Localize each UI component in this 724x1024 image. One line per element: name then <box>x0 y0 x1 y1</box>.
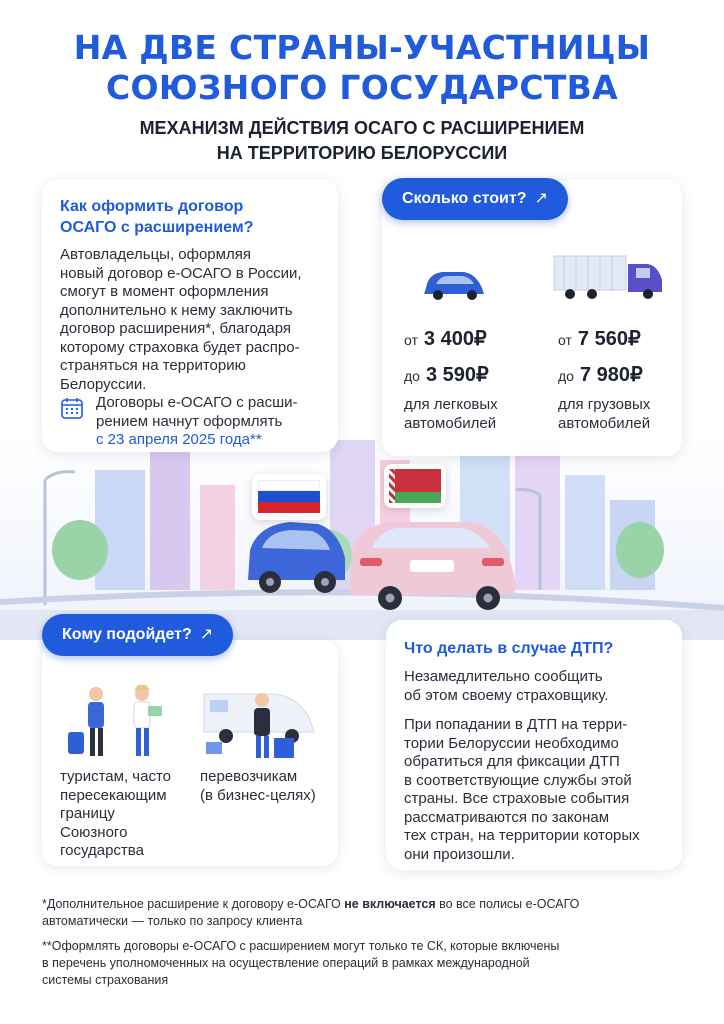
cars-from-value: 3 400₽ <box>423 328 487 350</box>
who-pill-button[interactable] <box>42 614 233 656</box>
trucks-from-label: от <box>558 332 572 348</box>
tourists-line: государства <box>60 842 144 859</box>
accident-paragraph-2 <box>404 716 640 864</box>
trucks-caption <box>558 396 650 433</box>
how-to-text <box>60 246 302 394</box>
tourists-illustration <box>60 682 170 762</box>
accident-line: При попадании в ДТП на терри- <box>404 716 628 733</box>
subtitle-line-2: НА ТЕРРИТОРИЮ БЕЛОРУССИИ <box>216 143 508 163</box>
accident-title: Что делать в случае ДТП? <box>404 640 614 657</box>
cars-caption-line-2: автомобилей <box>404 414 497 432</box>
tourists-line: границу <box>60 805 115 822</box>
how-to-line: новый договор е-ОСАГО в России, <box>60 264 302 282</box>
how-to-title-line-1: Как оформить договор <box>60 198 244 215</box>
how-to-line: договор расширения*, благодаря <box>60 320 292 337</box>
tourists-line: Союзного <box>60 823 128 841</box>
accident-line: в соответствующие службы этой <box>404 771 632 789</box>
note-line-1: Договоры е-ОСАГО с расши- <box>96 394 298 411</box>
belarus-flag <box>384 464 446 508</box>
page-subtitle <box>0 116 724 166</box>
accident-card <box>386 620 682 870</box>
cars-price-from <box>404 326 487 351</box>
how-to-title <box>60 196 253 238</box>
accident-line: тех стран, на территории которых <box>404 827 640 844</box>
accident-line: тории Белоруссии необходимо <box>404 734 619 752</box>
trucks-price-to <box>558 362 643 387</box>
carriers-line: (в бизнес-целях) <box>200 786 316 804</box>
cars-to-label: до <box>404 368 420 384</box>
calendar-icon <box>60 396 84 420</box>
car-icon <box>420 262 490 302</box>
how-to-line: дополнительно к нему заключить <box>60 301 293 319</box>
cost-pill-label: Сколько стоит? <box>402 190 527 207</box>
footnote-1 <box>42 896 682 930</box>
how-to-line: Автовладельцы, оформляя <box>60 246 251 263</box>
trucks-caption-line-2: автомобилей <box>558 414 651 432</box>
how-to-line: которому страховка будет распро- <box>60 338 300 356</box>
who-pill-label: Кому подойдет? <box>62 626 192 643</box>
page-title <box>0 28 724 108</box>
cost-pill-button[interactable] <box>382 178 568 220</box>
subtitle-line-1: МЕХАНИЗМ ДЕЙСТВИЯ ОСАГО С РАСШИРЕНИЕМ <box>139 118 585 138</box>
how-to-title-line-2: ОСАГО с расширением? <box>60 219 254 236</box>
footnote-2-line-2: в перечень уполномоченных на осуществление операций в рамках международной <box>42 956 530 970</box>
city-scene-illustration <box>0 430 724 640</box>
cars-price-to <box>404 362 489 387</box>
accident-line: рассматриваются по законам <box>404 808 610 826</box>
cars-to-value: 3 590₽ <box>425 364 489 386</box>
accident-line: об этом своему страховщику. <box>404 686 609 704</box>
russia-flag <box>252 474 326 520</box>
trucks-to-value: 7 980₽ <box>579 364 643 386</box>
truck-icon <box>552 252 668 302</box>
footnote-1-suffix: во все полисы е-ОСАГО <box>435 897 580 911</box>
trucks-to-label: до <box>558 368 574 384</box>
accident-line: страны. Все страховые события <box>404 790 630 807</box>
how-to-line: Белоруссии. <box>60 375 147 393</box>
tourists-line: туристам, часто <box>60 768 171 785</box>
how-to-line: страняться на территорию <box>60 357 246 374</box>
carriers-line: перевозчикам <box>200 768 298 785</box>
cars-from-label: от <box>404 332 418 348</box>
accident-line: Незамедлительно сообщить <box>404 668 603 685</box>
title-line-2: СОЮЗНОГО ГОСУДАРСТВА <box>106 68 618 107</box>
title-line-1: НА ДВЕ СТРАНЫ-УЧАСТНИЦЫ <box>73 28 651 67</box>
note-date: с 23 апреля 2025 года** <box>96 431 262 448</box>
footnote-1-line-2: автоматически — только по запросу клиента <box>42 914 303 928</box>
cars-caption <box>404 396 498 433</box>
how-to-note <box>96 394 297 450</box>
how-to-line: смогут в момент оформления <box>60 283 269 300</box>
trucks-from-value: 7 560₽ <box>577 328 641 350</box>
footnote-1-bold: не включается <box>344 897 436 911</box>
footnote-2-line-3: системы страхования <box>42 973 169 987</box>
carrier-illustration <box>196 680 320 764</box>
how-to-card <box>42 180 338 452</box>
tourists-caption <box>60 768 171 861</box>
arrow-up-right-icon: ↗ <box>199 626 214 643</box>
arrow-up-right-icon: ↗ <box>534 190 548 207</box>
footnote-2 <box>42 938 682 989</box>
carriers-caption <box>200 768 316 805</box>
accident-line: обратиться для фиксации ДТП <box>404 753 620 770</box>
accident-line: они произошли. <box>404 845 515 863</box>
note-line-2: рением начнут оформлять <box>96 412 283 430</box>
tourists-line: пересекающим <box>60 786 167 804</box>
footnote-1-prefix: *Дополнительное расширение к договору е-ОСАГО <box>42 897 345 911</box>
trucks-caption-line-1: для грузовых <box>558 396 651 413</box>
footnote-2-line-1: **Оформлять договоры е-ОСАГО с расширением могут только те СК, которые включены <box>42 939 560 953</box>
cars-caption-line-1: для легковых <box>404 396 498 413</box>
trucks-price-from <box>558 326 641 351</box>
accident-paragraph-1 <box>404 668 608 705</box>
